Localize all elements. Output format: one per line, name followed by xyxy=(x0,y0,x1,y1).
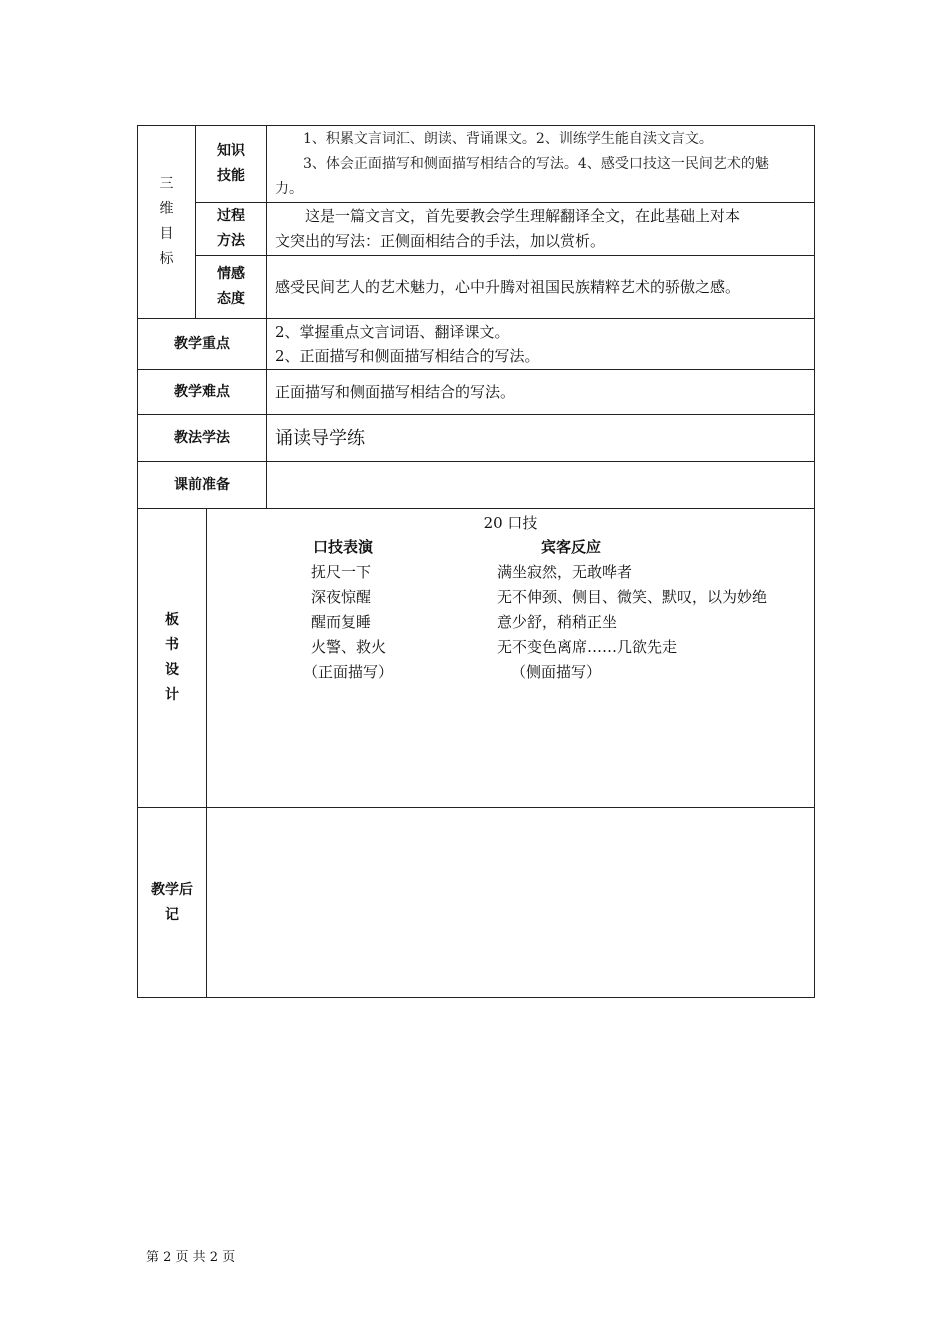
board-right-item: 无不伸颈、侧目、微笑、默叹，以为妙绝 xyxy=(497,588,768,606)
board-label: 板 书 设 计 xyxy=(138,509,207,808)
difficulties-label: 教学难点 xyxy=(138,370,267,415)
reflection-content xyxy=(207,808,815,998)
board-right-head: 宾客反应 xyxy=(541,538,602,556)
board-title: 20 口技 xyxy=(483,514,538,532)
methods-label: 教法学法 xyxy=(138,415,267,462)
board-left-column xyxy=(303,535,393,685)
emotion-label: 情感 态度 xyxy=(196,256,267,319)
key-points-label: 教学重点 xyxy=(138,319,267,370)
board-right-item: 无不变色离席……几欲先走 xyxy=(497,638,678,656)
knowledge-content: 1、积累文言词汇、朗读、背诵课文。2、训练学生能自渎文言文。 3、体会正面描写和侧面描写相结合的写法。4、感受口技这一民间艺术的魅 力。 xyxy=(267,126,815,203)
preparation-label: 课前准备 xyxy=(138,462,267,509)
board-right-item: 意少舒，稍稍正坐 xyxy=(497,613,618,631)
lesson-plan-table xyxy=(137,125,815,998)
difficulties-content: 正面描写和侧面描写相结合的写法。 xyxy=(267,370,815,415)
board-left-item: 火警、救火 xyxy=(311,638,387,656)
process-label: 过程 方法 xyxy=(196,203,267,256)
preparation-content xyxy=(267,462,815,509)
board-left-item: 醒而复睡 xyxy=(311,613,372,631)
board-left-item: 抚尺一下 xyxy=(311,563,372,581)
board-content xyxy=(207,509,815,808)
board-left-head: 口技表演 xyxy=(313,538,374,556)
board-right-item: 满坐寂然，无敢哗者 xyxy=(497,563,633,581)
board-right-column xyxy=(497,535,767,685)
goals-label: 三 维 目 标 xyxy=(138,126,196,319)
board-left-note: （正面描写） xyxy=(303,663,394,681)
reflection-label: 教学后 记 xyxy=(138,808,207,998)
knowledge-label: 知识 技能 xyxy=(196,126,267,203)
page-footer: 第 2 页 共 2 页 xyxy=(146,1250,236,1265)
key-points-content: 2、掌握重点文言词语、翻译课文。 2、正面描写和侧面描写相结合的写法。 xyxy=(267,319,815,370)
board-right-note: （侧面描写） xyxy=(511,663,602,681)
methods-content: 诵读导学练 xyxy=(267,415,815,462)
process-content: 这是一篇文言文，首先要教会学生理解翻译全文，在此基础上对本 文突出的写法：正侧面相结合的手法，加以赏析。 xyxy=(267,203,815,256)
emotion-content: 感受民间艺人的艺术魅力，心中升腾对祖国民族精粹艺术的骄傲之感。 xyxy=(267,256,815,319)
board-left-item: 深夜惊醒 xyxy=(311,588,372,606)
